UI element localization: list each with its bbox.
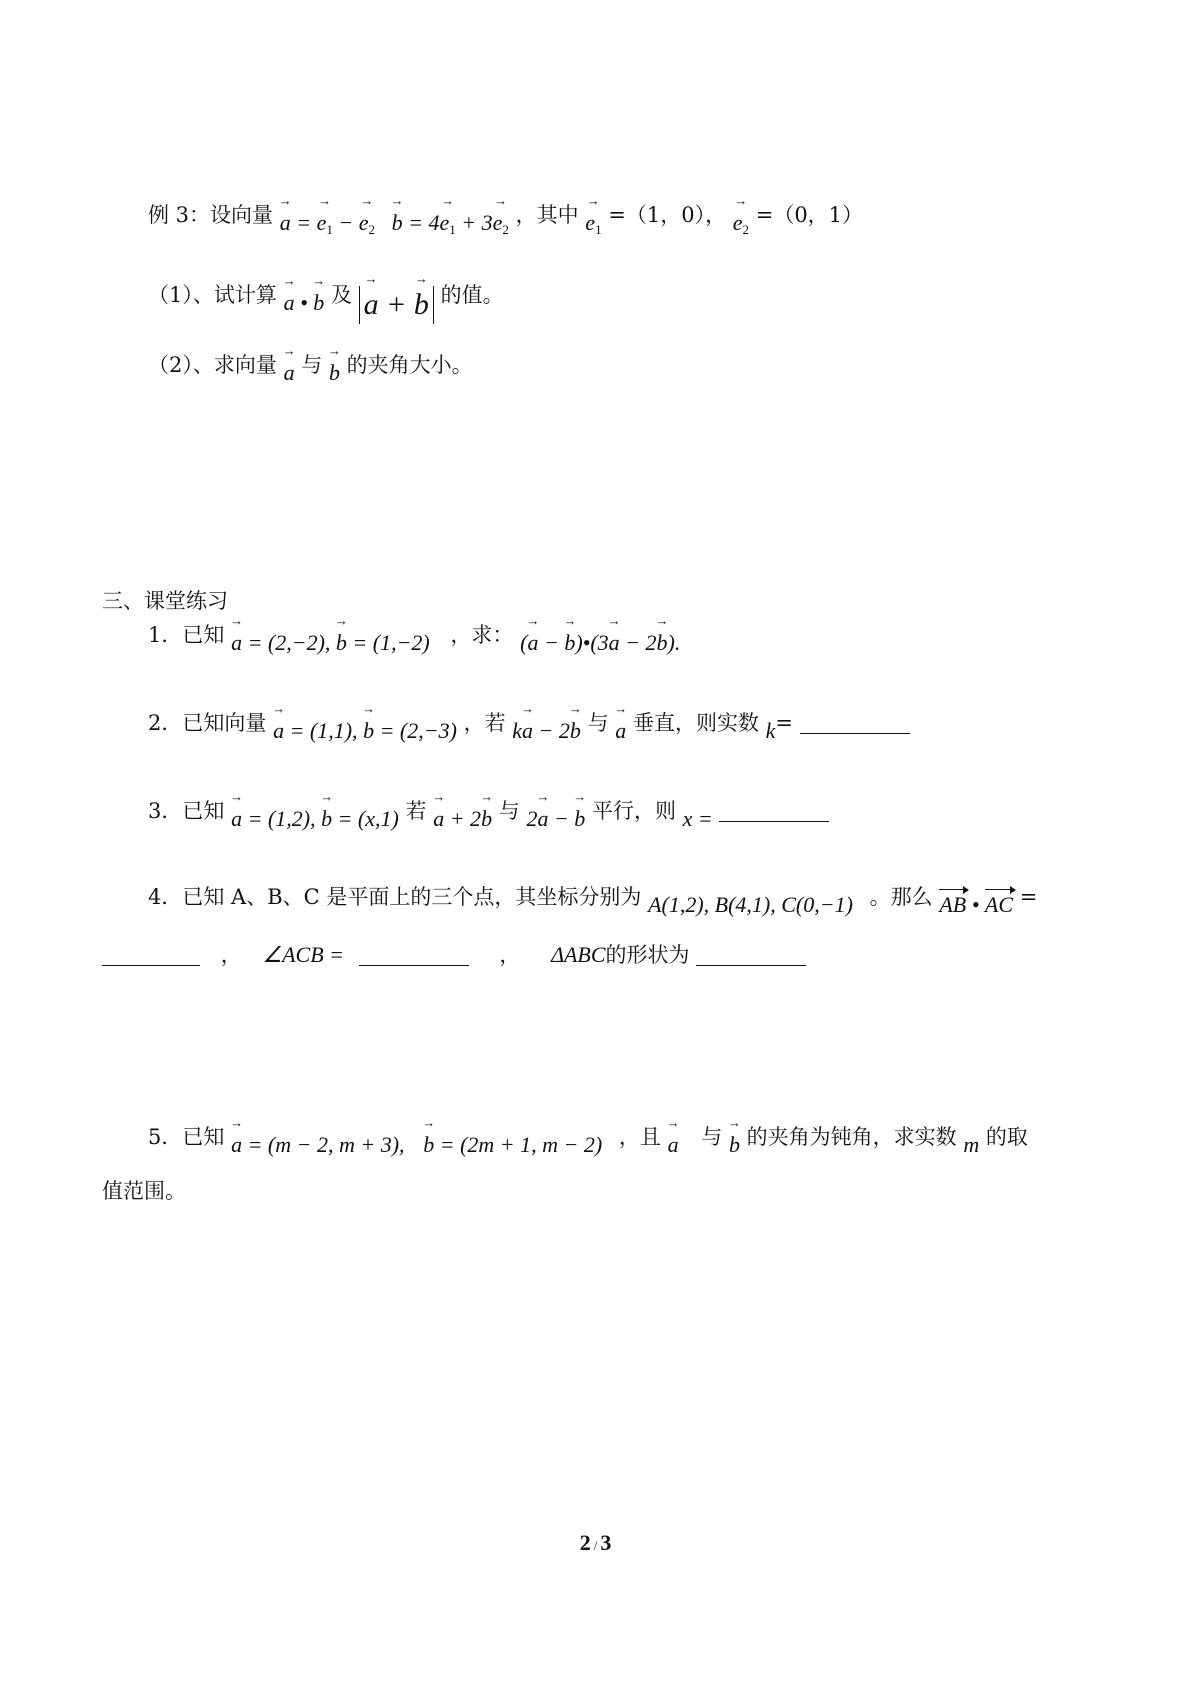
- problem-5-given-b: → b = (2m + 1, m − 2): [423, 1132, 602, 1157]
- problem-3-expr-2: 2→ a − → b: [526, 806, 585, 831]
- problem-3-expr-1: → a + 2→ b: [433, 806, 492, 831]
- problem-1-expression: (→ a − → b)•(3→ a − 2→ b).: [520, 630, 680, 655]
- problem-4-coords: A(1,2), B(4,1), C(0,−1): [648, 892, 853, 917]
- vec-b-definition: → $b = 4\to e_1 + 3\to e_2$: [392, 210, 509, 235]
- magnitude-a-plus-b: → a + → b: [359, 286, 434, 324]
- problem-4-line-1: 4．已知 A、B、C 是平面上的三个点，其坐标分别为 A(1,2), B(4,1), C(0,−1) 。那么 AB • AC =: [148, 882, 1037, 920]
- answer-blank-shape[interactable]: [696, 943, 806, 966]
- problem-5-line-2: 值范围。: [102, 1179, 186, 1203]
- problem-2: 2．已知向量 → a = (1,1), → b = (2,−3) ，若 k→ a − 2→ b 与 → a 垂直，则实数 k=: [148, 708, 910, 746]
- problem-1-given: → a = (2,−2), → b = (1,−2): [231, 630, 430, 655]
- answer-blank-x[interactable]: [719, 799, 829, 822]
- problem-5-given-a: → a = (m − 2, m + 3),: [231, 1132, 404, 1157]
- example3-question-1: （1）、试计算 → a • → b 及 → a + → b 的值。: [148, 280, 504, 324]
- problem-3: 3．已知 → a = (1,2), → b = (x,1) 若 → a + 2→ b 与 2→ a − → b 平行，则 x =: [148, 796, 829, 834]
- vec-a-definition: → a = → $e_1$ − → $e_2$: [280, 210, 375, 235]
- vec-a: → a: [284, 360, 295, 385]
- answer-blank-angle[interactable]: [359, 943, 469, 966]
- problem-2-expression: k→ a − 2→ b: [512, 718, 581, 743]
- problem-1: 1．已知 → a = (2,−2), → b = (1,−2) ，求： (→ a − → b)•(3→ a − 2→ b).: [148, 620, 680, 658]
- problem-3-given: → a = (1,2), → b = (x,1): [231, 806, 399, 831]
- section-title: 三、课堂练习: [102, 589, 228, 613]
- dot-product-ab: → a • → b: [284, 290, 325, 315]
- answer-blank-k[interactable]: [800, 711, 910, 734]
- vec-b: → b: [329, 360, 340, 385]
- vec-e1: → $e_1$: [585, 210, 601, 235]
- example3-line: 例 3：设向量 → a = → $e_1$ − → $e_2 \to b = 4\to e_1 + 3\to e_2$ ，其中 → $e_1 =(1$，0）， → $e_2 =(0$，1）: [148, 200, 863, 245]
- vec-e2: → $e_2$: [733, 210, 749, 235]
- problem-4-line-2: ， ∠ACB = ， ΔABC的形状为: [102, 940, 806, 970]
- page-number: 2 / 3: [579, 1530, 612, 1555]
- example3-question-2: （2）、求向量 → a 与 → b 的夹角大小。: [148, 350, 473, 388]
- problem-2-given: → a = (1,1), → b = (2,−3): [273, 718, 457, 743]
- dot-product-ab-ac: AB • AC: [939, 892, 1013, 917]
- problem-5-line-1: 5．已知 → a = (m − 2, m + 3), → b = (2m + 1, m − 2) ，且 → a 与 → b 的夹角为钝角，求实数 m 的取: [148, 1122, 1028, 1160]
- answer-blank-dot[interactable]: [102, 943, 200, 966]
